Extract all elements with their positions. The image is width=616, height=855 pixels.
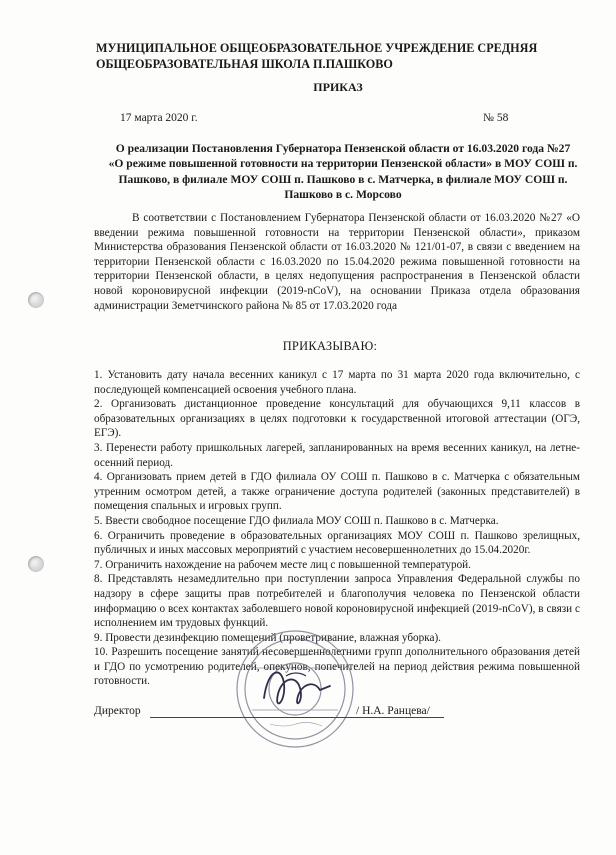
order-date: 17 марта 2020 г. [120,112,198,124]
organization-name [96,40,576,72]
order-item: 7. Ограничить нахождение на рабочем месте лиц с повышенной температурой. [94,558,471,571]
document-title: ПРИКАЗ [313,80,363,94]
director-signature [264,672,330,703]
punch-hole [28,292,44,308]
order-subject: О реализации Постановления Губернатора Пензенской области от 16.03.2020 года №27 «О режиме повышенной готовности на территории Пензенской области» в МОУ СОШ п. Пашково, в филиале МОУ СОШ п. Пашково в с. Матчерка, в филиале МОУ СОШ п. Пашково в с. Морсово [108,142,578,202]
organization-line: МУНИЦИПАЛЬНОЕ ОБЩЕОБРАЗОВАТЕЛЬНОЕ УЧРЕЖДЕНИЕ СРЕДНЯЯ [96,41,538,55]
preamble [94,211,580,313]
order-number: № 58 [483,112,509,124]
order-item: 10. Разрешить посещение занятий несовершеннолетними групп дополнительного образования детей и ГДО по усмотрению родителей, опекунов, попечителей на период действия режима повышенной готовности. [94,646,580,688]
order-item: 2. Организовать дистанционное проведение консультаций для обучающихся 9,11 классов в образовательных организациях в целях подготовки к государственной итоговой аттестации (ОГЭ, ЕГЭ). [94,398,580,440]
order-item: 3. Перенести работу пришкольных лагерей, запланированных на время весенних каникул, на летне-осенний период. [94,441,580,469]
order-item: 6. Ограничить проведение в образовательных организациях МОУ СОШ п. Пашково зрелищных, публичных и иных массовых мероприятий с участием несовершеннолетних до 15.04.2020г. [94,529,580,557]
decree-heading: ПРИКАЗЫВАЮ: [282,339,378,353]
signatory-title: Директор [94,705,141,717]
preamble-text: В соответствии с Постановлением Губернатора Пензенской области от 16.03.2020 №27 «О введении режима повышенной готовности на территории Пензенской области», приказом Министерства образования Пензенской области от 16.03.2020 № 121/01-07, в связи с введением на территории Пензенской области с 16.03.2020 по 15.04.2020 режима повышенной готовности на территории Пензенской области, в целях недопущения распространения в Пензенской области новой короновирусной инфекции (2019-nCoV), на основании Приказа отдела образования администрации Земетчинского района № 85 от 17.03.2020 года [94,212,580,312]
order-item: 1. Установить дату начала весенних каникул с 17 марта по 31 марта 2020 года включительно, с последующей компенсацией освоения учебного плана. [94,369,580,396]
signatory-name: / Н.А. Ранцева/ [356,705,430,717]
signature-block [94,705,580,735]
punch-hole [28,556,44,572]
order-item: 8. Представлять незамедлительно при поступлении запроса Управления Федеральной службы по надзору в сфере защиты прав потребителей и благополучия человека по Пензенской области информацию о всех контактах заболевшего новой короновирусной инфекцией (2019-nCoV), в связи с исполнением им трудовых функций. [94,573,580,630]
organization-line: ОБЩЕОБРАЗОВАТЕЛЬНАЯ ШКОЛА П.ПАШКОВО [96,57,393,71]
signature-line [150,717,444,718]
order-item: 9. Провести дезинфекцию помещений (проветривание, влажная уборка). [94,631,441,644]
order-item: 4. Организовать прием детей в ГДО филиала ОУ СОШ п. Пашково в с. Матчерка с обязательным утренним осмотром детей, а также ограничение доступа родителей (законных представителей) в помещения спальных и игровых групп. [94,471,580,513]
order-item: 5. Ввести свободное посещение ГДО филиала МОУ СОШ п. Пашково в с. Матчерка. [94,514,499,527]
